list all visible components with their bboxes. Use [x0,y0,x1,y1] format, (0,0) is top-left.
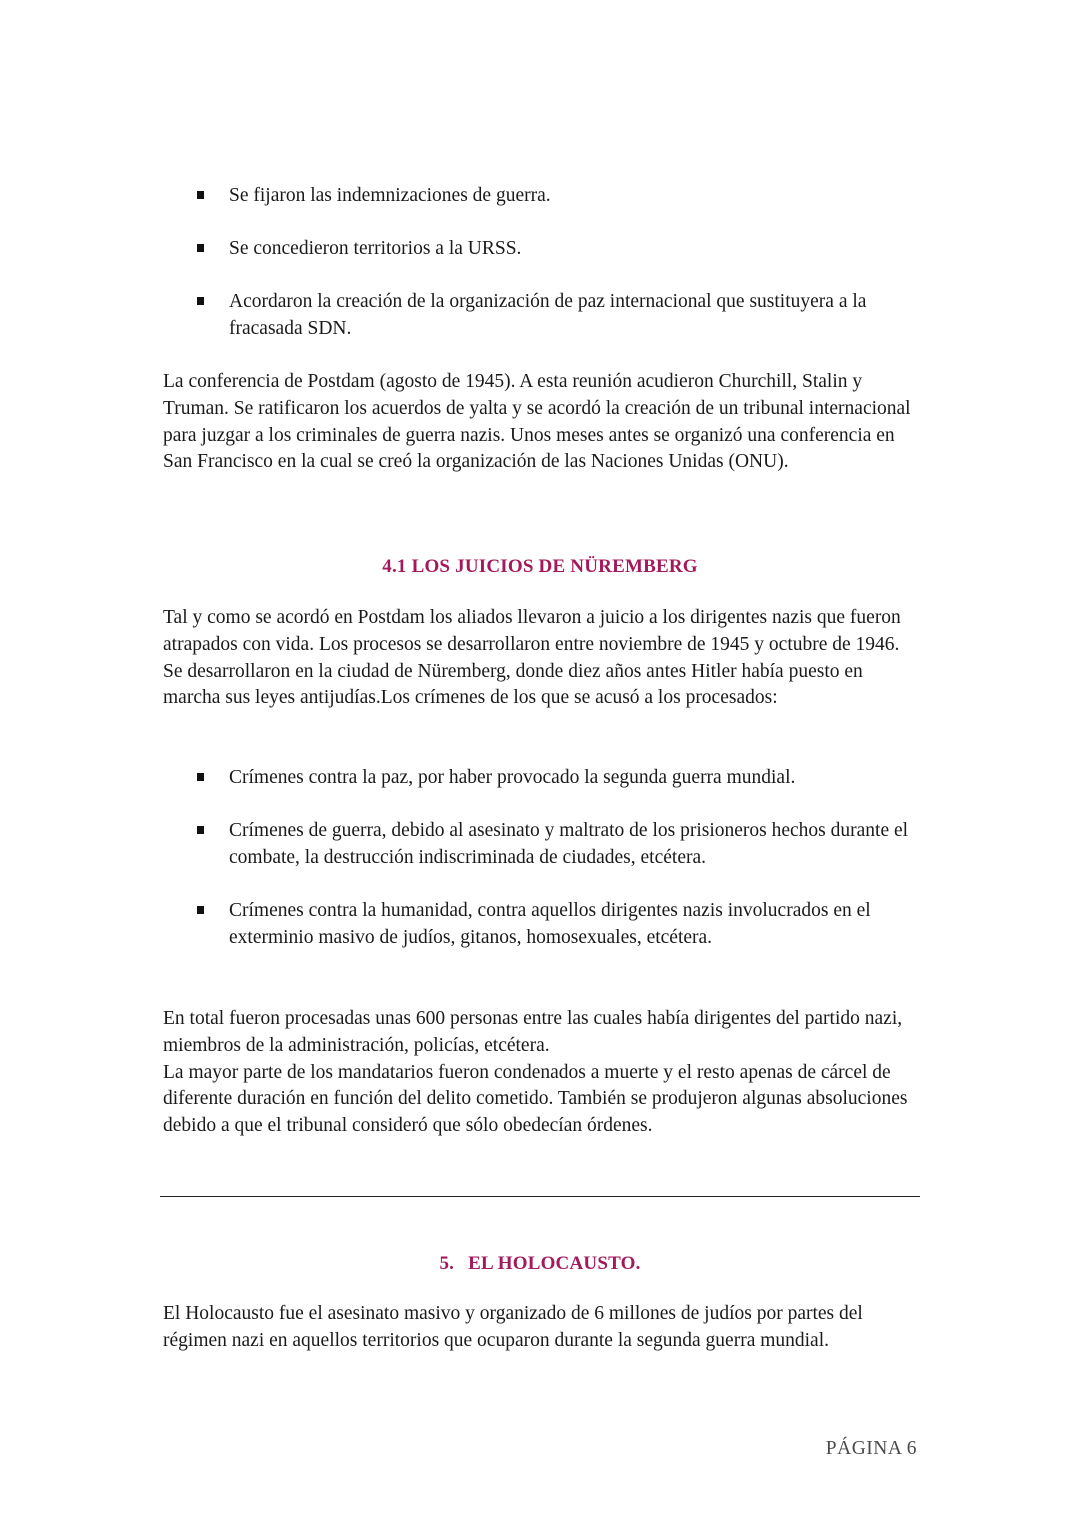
square-bullet-icon [197,773,204,781]
list-item [0,764,1080,791]
postdam-paragraph: La conferencia de Postdam (agosto de 1945). A esta reunión acudieron Churchill, Stalin y Truman. Se ratificaron los acuerdos de yalta y se acordó la creación de un tribunal internacional para juzgar a los criminales de guerra nazis. Unos meses antes se organizó una conferencia en San Francisco en la cual se creó la organización de las Naciones Unidas (ONU). [163,371,911,473]
square-bullet-icon [197,191,204,199]
section-5-number: 5. [439,1253,455,1274]
nuremberg-intro-paragraph: Tal y como se acordó en Postdam los aliados llevaron a juicio a los dirigentes nazis que fueron atrapados con vida. Los procesos se desarrollaron entre noviembre de 1945 y octubre de 1946. Se desarrollaron en la ciudad de Nüremberg, donde diez años antes Hitler había puesto en marcha sus leyes antijudías.Los crímenes de los que se acusó a los procesados: [163,607,901,709]
section-4-1-heading-text: 4.1 LOS JUICIOS DE NÜREMBERG [382,556,698,577]
list-item-text: Crímenes contra la humanidad, contra aquellos dirigentes nazis involucrados en el exterminio masivo de judíos, gitanos, homosexuales, etcétera. [229,900,871,948]
crimes-bullet-list [0,764,1080,977]
list-item-text: Se fijaron las indemnizaciones de guerra. [229,185,551,206]
horizontal-divider [160,1196,920,1197]
list-item [0,817,1080,871]
square-bullet-icon [197,244,204,252]
square-bullet-icon [197,297,204,305]
list-item [0,235,1080,262]
section-4-1-heading [0,556,1080,578]
closing-line-1: En total fueron procesadas unas 600 personas entre las cuales había dirigentes del partido nazi, miembros de la administración, policías, etcétera. [163,1008,903,1056]
list-item [0,182,1080,209]
list-item [0,288,1080,342]
section-5-title: EL HOLOCAUSTO. [468,1253,641,1274]
list-item-text: Se concedieron territorios a la URSS. [229,238,522,259]
square-bullet-icon [197,906,204,914]
list-item [0,897,1080,951]
page-number-footer: PÁGINA 6 [825,1438,917,1459]
list-item-text: Acordaron la creación de la organización de paz internacional que sustituyera a la fracasada SDN. [229,291,867,339]
list-item-text: Crímenes contra la paz, por haber provocado la segunda guerra mundial. [229,767,796,788]
holocausto-paragraph: El Holocausto fue el asesinato masivo y organizado de 6 millones de judíos por partes del régimen nazi en aquellos territorios que ocuparon durante la segunda guerra mundial. [163,1303,863,1351]
closing-line-2: La mayor parte de los mandatarios fueron condenados a muerte y el resto apenas de cárcel de diferente duración en función del delito cometido. También se produjeron algunas absoluciones debido a que el tribunal consideró que sólo obedecían órdenes. [163,1061,908,1137]
list-item-text: Crímenes de guerra, debido al asesinato y maltrato de los prisioneros hechos durante el combate, la destrucción indiscriminada de ciudades, etcétera. [229,820,909,868]
section-5-heading [0,1253,1080,1275]
square-bullet-icon [197,826,204,834]
top-bullet-list [0,182,1080,368]
nuremberg-closing-paragraph [163,1006,923,1140]
